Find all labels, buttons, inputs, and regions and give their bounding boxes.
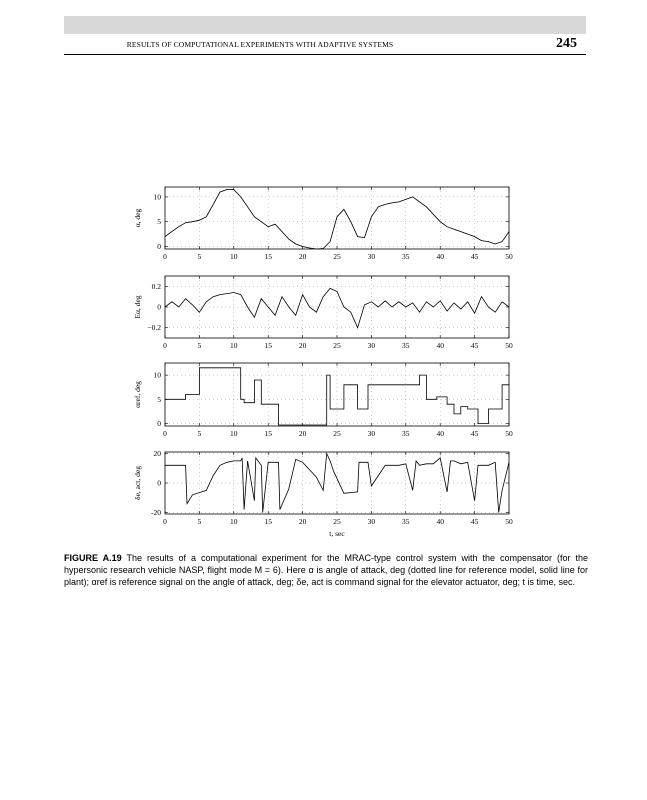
x-tick-label: 35 [402,252,410,261]
x-tick-label: 20 [298,517,307,526]
x-tick-label: 30 [367,252,376,261]
x-tick-label: 45 [470,517,479,526]
series-line-plant [165,368,509,425]
x-tick-label: 20 [298,341,307,350]
y-tick-label: −0.2 [147,323,161,333]
y-axis-label: αref, deg [133,381,142,408]
plot-frame [165,363,509,426]
x-tick-label: 30 [367,517,376,526]
x-tick-label: 5 [197,341,202,350]
x-tick-label: 15 [264,252,272,261]
x-tick-label: 40 [436,517,444,526]
figure-label: FIGURE A.19 [64,553,122,563]
x-tick-label: 45 [470,341,479,350]
x-tick-label: 15 [264,429,272,438]
y-tick-label: 10 [153,192,161,202]
x-tick-label: 40 [436,341,444,350]
x-tick-label: 50 [505,252,513,261]
x-tick-label: 30 [367,341,376,350]
page-number: 245 [556,36,577,51]
x-tick-label: 10 [230,429,238,438]
y-tick-label: 0 [157,478,161,488]
x-tick-label: 5 [197,517,202,526]
x-tick-label: 10 [230,341,238,350]
x-tick-label: 25 [333,429,341,438]
x-tick-label: 45 [470,252,479,261]
running-head: RESULTS OF COMPUTATIONAL EXPERIMENTS WITH ADAPTIVE SYSTEMS [126,40,394,49]
y-tick-label: 5 [157,217,161,227]
x-tick-label: 5 [197,252,202,261]
x-tick-label: 0 [163,341,167,350]
x-axis-label: t, sec [329,529,345,538]
x-tick-label: 35 [402,429,410,438]
x-tick-label: 50 [505,517,513,526]
y-tick-label: 0 [157,419,161,429]
x-tick-label: 10 [230,252,238,261]
x-tick-label: 15 [264,517,272,526]
x-tick-label: 0 [163,429,167,438]
y-tick-label: 20 [153,448,161,458]
figure-caption [64,552,588,588]
x-tick-label: 50 [505,341,513,350]
y-tick-label: 10 [153,370,161,380]
x-tick-label: 0 [163,517,167,526]
y-axis-label: δe, act, deg [133,466,142,500]
x-tick-label: 40 [436,429,444,438]
x-tick-label: 35 [402,517,410,526]
x-tick-label: 25 [333,341,341,350]
x-tick-label: 20 [298,252,307,261]
y-axis-label: Eα, deg [133,295,142,319]
x-tick-label: 25 [333,252,341,261]
y-tick-label: 0 [157,302,161,312]
y-axis-label: α, deg [133,208,142,228]
y-tick-label: -20 [151,508,161,518]
x-tick-label: 40 [436,252,444,261]
x-tick-label: 35 [402,341,410,350]
y-tick-label: 0 [157,242,161,252]
x-tick-label: 0 [163,252,167,261]
x-tick-label: 45 [470,429,479,438]
caption-text: The results of a computational experiment for the MRAC-type control system with the compensator (for the hypersonic research vehicle NASP, flight mode M = 6). Here α is angle of attack, deg (dotted line for reference model, solid line for plant); αref is reference signal on the angle of attack, deg; δe, act is command signal for the elevator actuator, deg; t is time, sec. [64,553,588,587]
x-tick-label: 20 [298,429,307,438]
x-tick-label: 5 [197,429,202,438]
y-tick-label: 0.2 [151,281,161,291]
y-tick-label: 5 [157,394,161,404]
x-tick-label: 15 [264,341,272,350]
x-tick-label: 30 [367,429,376,438]
x-tick-label: 10 [230,517,238,526]
x-tick-label: 50 [505,429,513,438]
x-tick-label: 25 [333,517,341,526]
